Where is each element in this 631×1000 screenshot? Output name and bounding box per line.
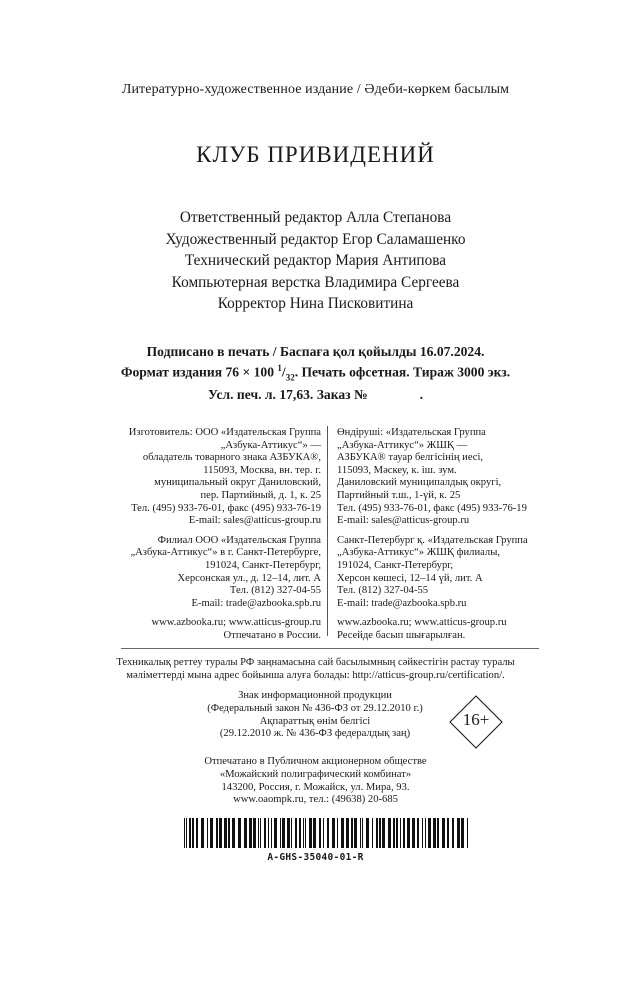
text-line: 115093, Мәскеу, к. іш. зум.	[337, 464, 457, 476]
barcode-bar	[366, 818, 369, 848]
barcode-bar	[372, 818, 373, 848]
barcode-bar	[201, 818, 204, 848]
manufacturer-kz	[337, 427, 528, 528]
order-end: .	[419, 387, 424, 403]
barcode-bar	[291, 818, 292, 848]
text-line: E-mail: sales@atticus-group.ru	[188, 515, 321, 527]
order-line	[0, 386, 631, 403]
barcode-bar	[228, 818, 230, 848]
credit-responsible-editor: Ответственный редактор Алла Степанова	[179, 209, 452, 226]
barcode-bar	[260, 818, 261, 848]
text-line: Отпечатано в Публичном акционерном обществе	[204, 756, 427, 767]
credits-list	[0, 207, 631, 315]
text-line: Филиал ООО «Издательская Группа	[157, 534, 321, 546]
format-print-run: . Печать офсетная. Тираж 3000 экз.	[294, 364, 511, 380]
barcode-bar	[249, 818, 252, 848]
format-fraction-denominator: 32	[285, 372, 295, 383]
text-line: Ақпараттық өнім белгісі	[259, 715, 371, 727]
barcode-bar	[207, 818, 208, 848]
text-line: Санкт-Петербург қ. «Издательская Группа	[337, 534, 528, 546]
barcode-bar	[412, 818, 415, 848]
barcode-bar	[337, 818, 338, 848]
text-line: Тел. (495) 933-76-01, факс (495) 933-76-19	[131, 502, 321, 514]
barcode-bar	[323, 818, 324, 848]
text-line: Партийный т.ш., 1-үй, к. 25	[337, 489, 461, 501]
barcode-bar	[309, 818, 312, 848]
column-russian	[129, 427, 321, 650]
text-line: 115093, Москва, вн. тер. г.	[203, 464, 321, 476]
text-line: «Можайский полиграфический комбинат»	[219, 768, 412, 780]
print-info	[0, 343, 631, 403]
barcode-bar	[319, 818, 321, 848]
text-line: „Азбука-Аттикус“» ЖШҚ филиалы,	[337, 547, 500, 559]
barcode-bar	[244, 818, 247, 848]
barcode-bar	[442, 818, 445, 848]
column-divider	[327, 426, 328, 636]
barcode-bar	[417, 818, 419, 848]
barcode-bar	[305, 818, 306, 848]
text-line: муниципальный округ Даниловский,	[154, 477, 321, 489]
text-line: „Азбука-Аттикус“» —	[220, 439, 321, 451]
barcode-bar	[216, 818, 218, 848]
text-line: 191024, Санкт-Петербург,	[337, 559, 454, 571]
barcode-bar	[376, 818, 378, 848]
text-line: Ресейде басып шығарылған.	[337, 629, 466, 641]
barcode-bar	[238, 818, 241, 848]
barcode-bar	[396, 818, 398, 848]
barcode-bar	[379, 818, 381, 848]
signed-for-print: Подписано в печать / Баспаға қол қойылды 16.07.2024.	[146, 344, 485, 359]
barcode-bar	[210, 818, 213, 848]
text-line: „Азбука-Аттикус“» в г. Санкт-Петербурге,	[130, 547, 321, 559]
web-ru	[129, 617, 321, 642]
barcode-bar	[313, 818, 316, 848]
info-product-sign	[195, 690, 435, 741]
text-line: 143200, Россия, г. Можайск, ул. Мира, 93.	[221, 781, 410, 793]
text-line: Техникалық реттеу туралы РФ заңнамасына сай басылымның сәйкестігін растау туралы	[116, 657, 515, 668]
barcode-bar	[403, 818, 405, 848]
barcode	[184, 818, 468, 848]
barcode-bar	[280, 818, 281, 848]
barcode-bar	[346, 818, 349, 848]
barcode-bar	[400, 818, 401, 848]
barcode-bar	[354, 818, 357, 848]
text-line: обладатель товарного знака АЗБУКА®,	[142, 452, 321, 464]
barcode-bar	[303, 818, 304, 848]
barcode-bar	[186, 818, 187, 848]
text-line: пер. Партийный, д. 1, к. 25	[200, 489, 321, 501]
barcode-bar	[299, 818, 301, 848]
barcode-bar	[189, 818, 191, 848]
text-line: Изготовитель: ООО «Издательская Группа	[128, 427, 321, 438]
barcode-bar	[457, 818, 460, 848]
barcode-bar	[351, 818, 353, 848]
text-line: 191024, Санкт-Петербург,	[204, 559, 321, 571]
format-line: Формат издания 76 × 100 $^1/_{32}$. Печать офсетная. Тираж 3000 экз.	[120, 363, 511, 383]
text-line: E-mail: trade@azbooka.spb.ru	[337, 597, 467, 609]
barcode-bar	[360, 818, 361, 848]
book-title: КЛУБ ПРИВИДЕНИЙ	[196, 142, 435, 167]
barcode-bar	[452, 818, 454, 848]
credit-art-editor: Художественный редактор Егор Саламашенко	[165, 230, 466, 248]
text-line: Өндіруші: «Издательская Группа	[337, 427, 486, 438]
credit-layout: Компьютерная верстка Владимира Сергеева	[171, 273, 460, 291]
barcode-bar	[224, 818, 227, 848]
barcode-bar	[274, 818, 277, 848]
web-kz	[337, 617, 528, 642]
barcode-bar	[258, 818, 259, 848]
text-line: www.oaompk.ru, тел.: (49638) 20-685	[233, 794, 398, 806]
barcode-bar	[433, 818, 436, 848]
column-kazakh	[337, 427, 528, 650]
branch-kz	[337, 535, 528, 611]
barcode-bar	[282, 818, 285, 848]
manufacturer-ru	[129, 427, 321, 528]
text-line: E-mail: trade@azbooka.spb.ru	[191, 597, 321, 609]
barcode-text: A-GHS-35040-01-R	[267, 852, 364, 863]
barcode-bar	[461, 818, 464, 848]
barcode-bar	[192, 818, 194, 848]
credit-proofreader: Корректор Нина Писковитина	[217, 295, 414, 312]
text-line: Херсонская ул., д. 12–14, лит. А	[177, 572, 321, 584]
barcode-bar	[271, 818, 272, 848]
barcode-bar	[388, 818, 391, 848]
barcode-bar	[327, 818, 329, 848]
barcode-bar	[196, 818, 198, 848]
barcode-bar	[268, 818, 269, 848]
text-line: АЗБУКА® тауар белгісінің иесі,	[337, 452, 484, 464]
barcode-bar	[219, 818, 222, 848]
order-text: Усл. печ. л. 17,63. Заказ №	[207, 387, 368, 403]
text-line: Тел. (812) 327-04-55	[337, 585, 429, 597]
barcode-bar	[332, 818, 335, 848]
barcode-bar	[447, 818, 449, 848]
text-line: www.azbooka.ru; www.atticus-group.ru	[151, 617, 321, 629]
barcode-bar	[341, 818, 344, 848]
text-line: (29.12.2010 ж. № 436-ФЗ федералдық заң)	[219, 728, 411, 740]
barcode-bar	[362, 818, 363, 848]
age-rating-badge	[449, 695, 503, 749]
barcode-bar	[295, 818, 297, 848]
format-fraction-numerator: 1	[277, 363, 282, 373]
text-line: E-mail: sales@atticus-group.ru	[337, 515, 470, 527]
text-line: Тел. (495) 933-76-01, факс (495) 933-76-19	[337, 502, 527, 514]
text-line: „Азбука-Аттикус“» ЖШҚ —	[337, 439, 468, 451]
barcode-bar	[407, 818, 410, 848]
text-line: Тел. (812) 327-04-55	[229, 585, 321, 597]
barcode-bar	[393, 818, 395, 848]
barcode-bar	[422, 818, 423, 848]
branch-ru	[129, 535, 321, 611]
text-line: Отпечатано в России.	[223, 629, 321, 641]
horizontal-rule	[121, 648, 539, 649]
edition-type: Литературно-художественное издание / Әдеби-көркем басылым	[121, 82, 510, 97]
barcode-bar	[232, 818, 235, 848]
barcode-bar	[287, 818, 290, 848]
barcode-bar	[253, 818, 256, 848]
text-line: Знак информационной продукции	[238, 690, 392, 701]
barcode-bar	[428, 818, 431, 848]
printer-info	[0, 756, 631, 807]
barcode-bar	[437, 818, 439, 848]
age-rating-text: 16+	[462, 710, 490, 729]
format-text: Формат издания 76 × 100	[120, 364, 278, 380]
text-line: мәліметтерді мына адрес бойынша алуға болады: http://atticus-group.ru/certification/.	[126, 669, 505, 681]
barcode-bar	[467, 818, 468, 848]
text-line: www.azbooka.ru; www.atticus-group.ru	[337, 617, 507, 629]
barcode-bar	[382, 818, 385, 848]
barcode-bar	[184, 818, 185, 848]
text-line: Даниловский муниципалдық округі,	[337, 477, 502, 489]
barcode-bar	[264, 818, 266, 848]
text-line: (Федеральный закон № 436-ФЗ от 29.12.2010 г.)	[207, 702, 423, 714]
tech-regulation-note	[0, 657, 631, 682]
barcode-bar	[425, 818, 426, 848]
credit-technical-editor: Технический редактор Мария Антипова	[184, 252, 447, 269]
text-line: Херсон көшесі, 12–14 үй, лит. А	[337, 572, 483, 584]
